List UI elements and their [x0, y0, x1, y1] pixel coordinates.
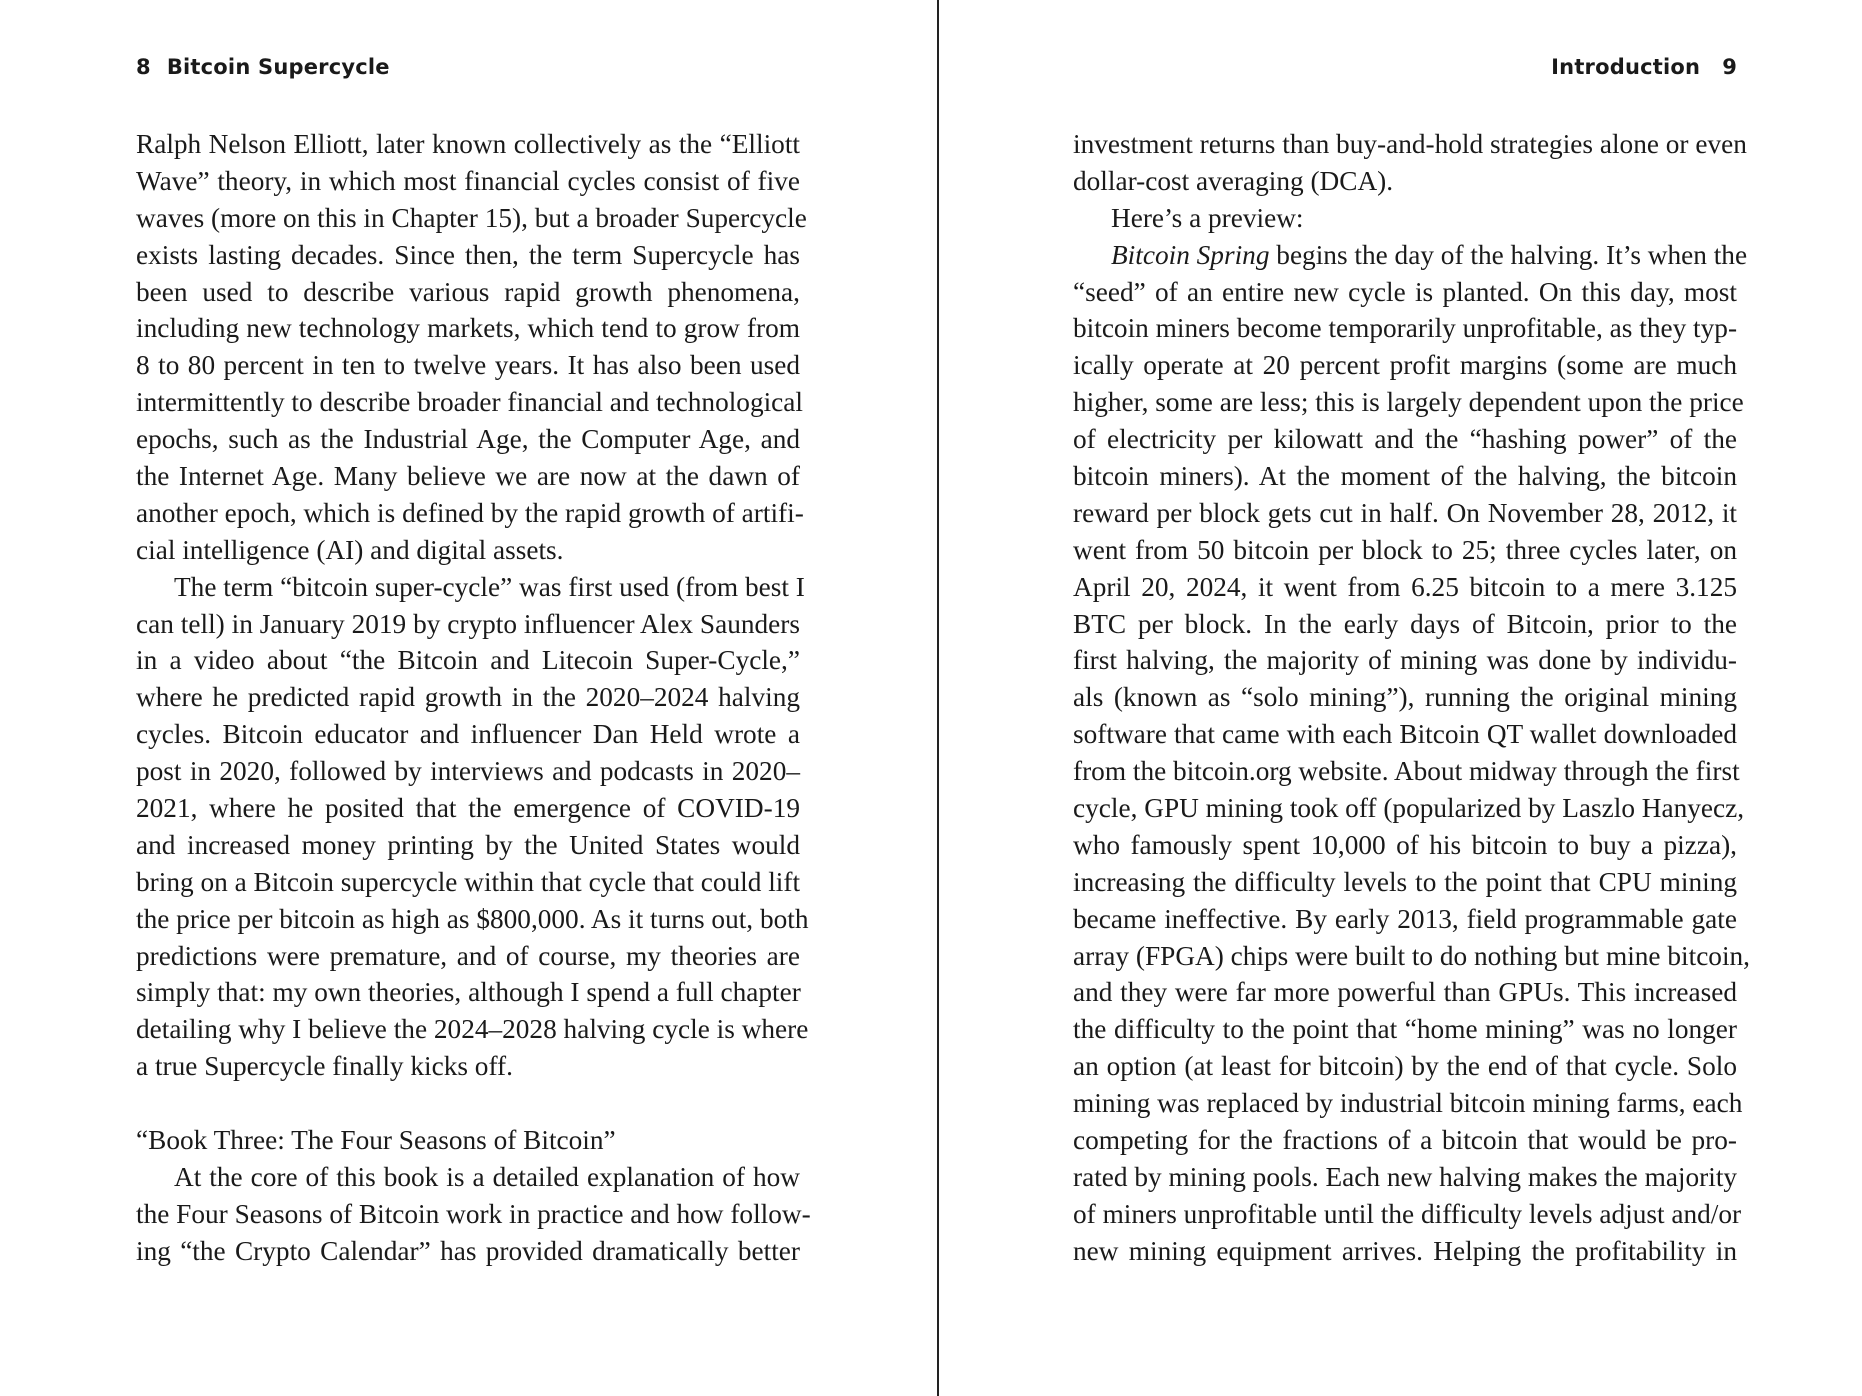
text-line: bitcoin miners become temporarily unprofitable, as they typ- [1073, 313, 1738, 344]
text-line: dollar-cost averaging (DCA). [1073, 165, 1394, 196]
text-line: “seed” of an entire new cycle is planted. On this day, most [1073, 276, 1737, 307]
text-line: the Internet Age. Many believe we are now at the dawn of [136, 461, 800, 492]
text-line: Ralph Nelson Elliott, later known collectively as the “Elliott [136, 129, 800, 159]
text-line: software that came with each Bitcoin QT wallet downloaded [1073, 719, 1737, 750]
text-line: Here’s a preview: [1111, 202, 1304, 233]
text-line: investment returns than buy-and-hold strategies alone or even [1073, 129, 1747, 159]
text-line: At the core of this book is a detailed explanation of how [174, 1161, 800, 1192]
text-line: rated by mining pools. Each new halving makes the majority [1073, 1161, 1738, 1192]
text-line: BTC per block. In the early days of Bitcoin, prior to the [1073, 608, 1737, 639]
text-line [1073, 237, 1748, 274]
text-line: 8 to 80 percent in ten to twelve years. It has also been used [136, 350, 800, 381]
text-line: bitcoin miners). At the moment of the halving, the bitcoin [1073, 461, 1737, 492]
text-line: reward per block gets cut in half. On November 28, 2012, it [1073, 497, 1737, 528]
text-line: an option (at least for bitcoin) by the end of that cycle. Solo [1073, 1051, 1737, 1082]
text-line: and they were far more powerful than GPUs. This increased [1073, 977, 1737, 1008]
text-line: a true Supercycle finally kicks off. [136, 1051, 513, 1082]
left-page [136, 0, 811, 1396]
text-line: als (known as “solo mining”), running the original mining [1073, 682, 1737, 713]
text-line: been used to describe various rapid growth phenomena, [136, 276, 800, 307]
text-line: who famously spent 10,000 of his bitcoin to buy a pizza), [1073, 829, 1737, 860]
text-line: waves (more on this in Chapter 15), but a broader Supercycle [136, 202, 807, 233]
text-line: simply that: my own theories, although I spend a full chapter [136, 977, 801, 1008]
text-line: predictions were premature, and of course, my theories are [136, 940, 800, 971]
text-line: epochs, such as the Industrial Age, the Computer Age, and [136, 424, 800, 455]
right-running-head [1073, 52, 1737, 82]
text-line: can tell) in January 2019 by crypto influencer Alex Saunders [136, 608, 800, 639]
text-line: of miners unprofitable until the difficulty levels adjust and/or [1073, 1198, 1742, 1229]
section-break [136, 1085, 800, 1122]
right-page-number: 9 [1722, 55, 1737, 79]
left-running-head [136, 52, 800, 82]
text-line: The term “bitcoin super-cycle” was first used (from best I [174, 571, 805, 602]
text-line: 2021, where he posited that the emergence of COVID-19 [136, 793, 800, 824]
text-line: post in 2020, followed by interviews and podcasts in 2020– [136, 756, 800, 787]
text-line: increasing the difficulty levels to the point that CPU mining [1073, 866, 1737, 897]
text-line: the price per bitcoin as high as $800,000. As it turns out, both [136, 903, 809, 934]
text-line: went from 50 bitcoin per block to 25; three cycles later, on [1073, 534, 1737, 565]
text-line: and increased money printing by the United States would [136, 829, 800, 860]
left-running-head-title: Bitcoin Supercycle [166, 55, 390, 79]
text-line: mining was replaced by industrial bitcoin mining farms, each [1073, 1088, 1743, 1119]
season-term: Bitcoin Spring [1111, 239, 1270, 270]
text-line: cial intelligence (AI) and digital assets. [136, 534, 564, 565]
text-line: competing for the fractions of a bitcoin that would be pro- [1073, 1125, 1737, 1156]
text-line: cycles. Bitcoin educator and influencer Dan Held wrote a [136, 719, 800, 750]
text-line: the Four Seasons of Bitcoin work in practice and how follow- [136, 1198, 811, 1229]
text-line: where he predicted rapid growth in the 2020–2024 halving [136, 682, 800, 713]
text-line: the difficulty to the point that “home mining” was no longer [1073, 1014, 1737, 1045]
section-heading: “Book Three: The Four Seasons of Bitcoin” [136, 1125, 616, 1156]
text-line: new mining equipment arrives. Helping the profitability in [1073, 1235, 1737, 1266]
text-line: became ineffective. By early 2013, field programmable gate [1073, 903, 1737, 934]
right-body-text [1073, 126, 1751, 1270]
text-line: exists lasting decades. Since then, the term Supercycle has [136, 239, 800, 270]
right-running-head-title: Introduction [1551, 55, 1701, 79]
text-line: first halving, the majority of mining was done by individu- [1073, 645, 1737, 676]
left-body-text [136, 126, 811, 1270]
text-line-continuation: begins the day of the halving. It’s when the [1269, 239, 1748, 270]
text-line: higher, some are less; this is largely dependent upon the price [1073, 387, 1744, 418]
text-line: cycle, GPU mining took off (popularized by Laszlo Hanyecz, [1073, 793, 1745, 824]
text-line: array (FPGA) chips were built to do nothing but mine bitcoin, [1073, 940, 1751, 971]
page-gutter-divider [937, 0, 939, 1396]
right-page [1073, 0, 1751, 1396]
text-line: intermittently to describe broader financial and technological [136, 387, 804, 418]
text-line: bring on a Bitcoin supercycle within that cycle that could lift [136, 866, 801, 897]
text-line: of electricity per kilowatt and the “hashing power” of the [1073, 424, 1737, 455]
text-line: ing “the Crypto Calendar” has provided dramatically better [136, 1235, 800, 1266]
left-page-number: 8 [136, 55, 151, 79]
text-line: including new technology markets, which tend to grow from [136, 313, 800, 344]
text-line: from the bitcoin.org website. About midway through the first [1073, 756, 1740, 787]
text-line: another epoch, which is defined by the rapid growth of artifi- [136, 497, 804, 528]
text-line: April 20, 2024, it went from 6.25 bitcoin to a mere 3.125 [1073, 571, 1737, 602]
text-line: in a video about “the Bitcoin and Litecoin Super-Cycle,” [136, 645, 800, 676]
text-line: detailing why I believe the 2024–2028 halving cycle is where [136, 1014, 809, 1045]
text-line: ically operate at 20 percent profit margins (some are much [1073, 350, 1737, 381]
text-line: Wave” theory, in which most financial cycles consist of five [136, 165, 800, 196]
